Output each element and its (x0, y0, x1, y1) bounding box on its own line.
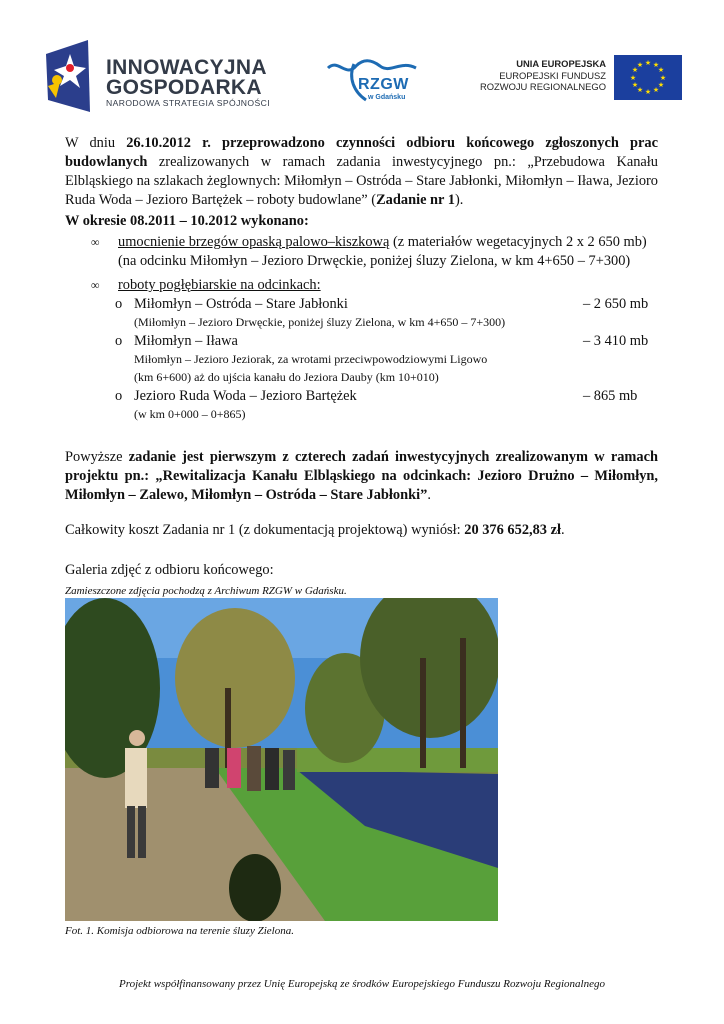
rzgw-city: w Gdańsku (368, 94, 406, 101)
cost-value: 20 376 652,83 zł (464, 522, 561, 538)
svg-text:★: ★ (631, 81, 639, 89)
section-note: (Miłomłyn – Jezioro Drwęckie, poniżej śluzy Zielona, w km 4+650 – 7+300) (134, 315, 506, 329)
cost-line (65, 521, 565, 539)
eu-line3: ROZWOJU REGIONALNEGO (479, 81, 606, 92)
innowacyjna-gospodarka-logo (44, 40, 284, 112)
section-length: – 3 410 mb (583, 333, 649, 349)
cost-end: . (560, 522, 565, 538)
cost-label: Całkowity koszt Zadania nr 1 (z dokumentacją projektową) wyniósł: (65, 522, 465, 538)
period-heading: W okresie 08.2011 – 10.2012 wykonano: (65, 213, 309, 229)
section-note: (km 6+600) aż do ujścia kanału do Jeziora Dauby (km 10+010) (134, 370, 439, 384)
section-marker: o (115, 388, 123, 404)
summary-bold: zadanie jest pierwszym z czterech zadań inwestycyjnych zrealizowanym w ramach projektu pn.: „Rewitalizacja Kanału Elbląskiego na odcinkach: Jezioro Drużno – Miłomłyn, Miłomłyn – Zalewo, Miłomłyn – Ostróda – Stare Jabłonki” (65, 449, 658, 503)
bullet-item (118, 233, 647, 251)
intro-paragraph (65, 134, 658, 210)
summary-text-1: Powyższe (65, 449, 129, 465)
bullet-symbol: ∞ (91, 235, 100, 249)
svg-text:★: ★ (644, 88, 652, 96)
svg-text:★: ★ (636, 86, 644, 94)
gallery-source: Zamieszczone zdjęcia pochodzą z Archiwum RZGW w Gdańsku. (65, 585, 347, 597)
commission-photo (65, 598, 498, 921)
svg-text:★: ★ (657, 66, 665, 74)
eu-line1: UNIA EUROPEJSKA (516, 58, 606, 69)
section-marker: o (115, 333, 123, 349)
section-name: Miłomłyn – Ostróda – Stare Jabłonki (134, 296, 348, 312)
svg-text:★: ★ (631, 66, 639, 74)
ig-subtitle: NARODOWA STRATEGIA SPÓJNOŚCI (106, 98, 270, 108)
bullet-line2: (na odcinku Miłomłyn – Jezioro Drwęckie, poniżej śluzy Zielona, w km 4+650 – 7+300) (118, 253, 631, 269)
section-note: Miłomłyn – Jezioro Jeziorak, za wrotami przeciwpowodziowymi Ligowo (134, 352, 488, 366)
bullet-rest: (z materiałów wegetacyjnych 2 x 2 650 mb) (389, 234, 647, 250)
intro-bold-1: 26.10.2012 r. przeprowadzono czynności odbioru końcowego zgłoszonych prac budowlanych (65, 135, 658, 170)
svg-text:★: ★ (652, 61, 660, 69)
eu-flag-icon (614, 55, 682, 100)
ig-title-line1: INNOWACYJNA (106, 56, 267, 79)
page-footer: Projekt współfinansowany przez Unię Europejską ze środków Europejskiego Funduszu Rozwoju Regionalnego (119, 978, 605, 990)
svg-text:★: ★ (636, 61, 644, 69)
bullet-label: umocnienie brzegów opaską palowo–kiszkową (118, 234, 390, 250)
svg-text:★: ★ (659, 74, 667, 82)
svg-text:★: ★ (657, 81, 665, 89)
rzgw-name: RZGW (358, 76, 409, 93)
section-name: Miłomłyn – Iława (134, 333, 238, 349)
section-name: Jezioro Ruda Woda – Jezioro Bartężek (134, 388, 357, 404)
intro-text-2: zrealizowanych w ramach zadania inwestycyjnego pn.: „Przebudowa Kanału Elbląskiego na szlakach żeglownych: Miłomłyn – Ostróda – Stare Jabłonki, Miłomłyn – Iława, Jezioro Ruda Woda – Jezioro Bartężek – roboty budowlane” ( (65, 153, 658, 208)
photo-caption: Fot. 1. Komisja odbiorowa na terenie śluzy Zielona. (65, 925, 294, 937)
gallery-title: Galeria zdjęć z odbioru końcowego: (65, 562, 274, 578)
intro-bold-2: Zadanie nr 1 (376, 191, 455, 208)
eu-fund-text (480, 58, 606, 93)
ig-star-icon (44, 40, 106, 112)
svg-text:★: ★ (644, 59, 652, 67)
section-length: – 2 650 mb (583, 296, 649, 312)
section-note: (w km 0+000 – 0+865) (134, 407, 246, 421)
summary-paragraph (65, 448, 658, 505)
section-length: – 865 mb (583, 388, 638, 404)
svg-text:★: ★ (652, 86, 660, 94)
intro-text-3: ). (454, 191, 464, 208)
eu-line2: EUROPEJSKI FUNDUSZ (499, 69, 606, 81)
svg-text:★: ★ (629, 74, 637, 82)
section-marker: o (115, 296, 123, 312)
ig-title-line2: GOSPODARKA (106, 76, 262, 99)
bullet-symbol: ∞ (91, 278, 100, 292)
intro-text-1: W dniu (65, 135, 127, 151)
summary-text-2: . (427, 486, 431, 503)
bullet-label: roboty pogłębiarskie na odcinkach: (118, 277, 321, 293)
rzgw-logo (324, 56, 424, 106)
